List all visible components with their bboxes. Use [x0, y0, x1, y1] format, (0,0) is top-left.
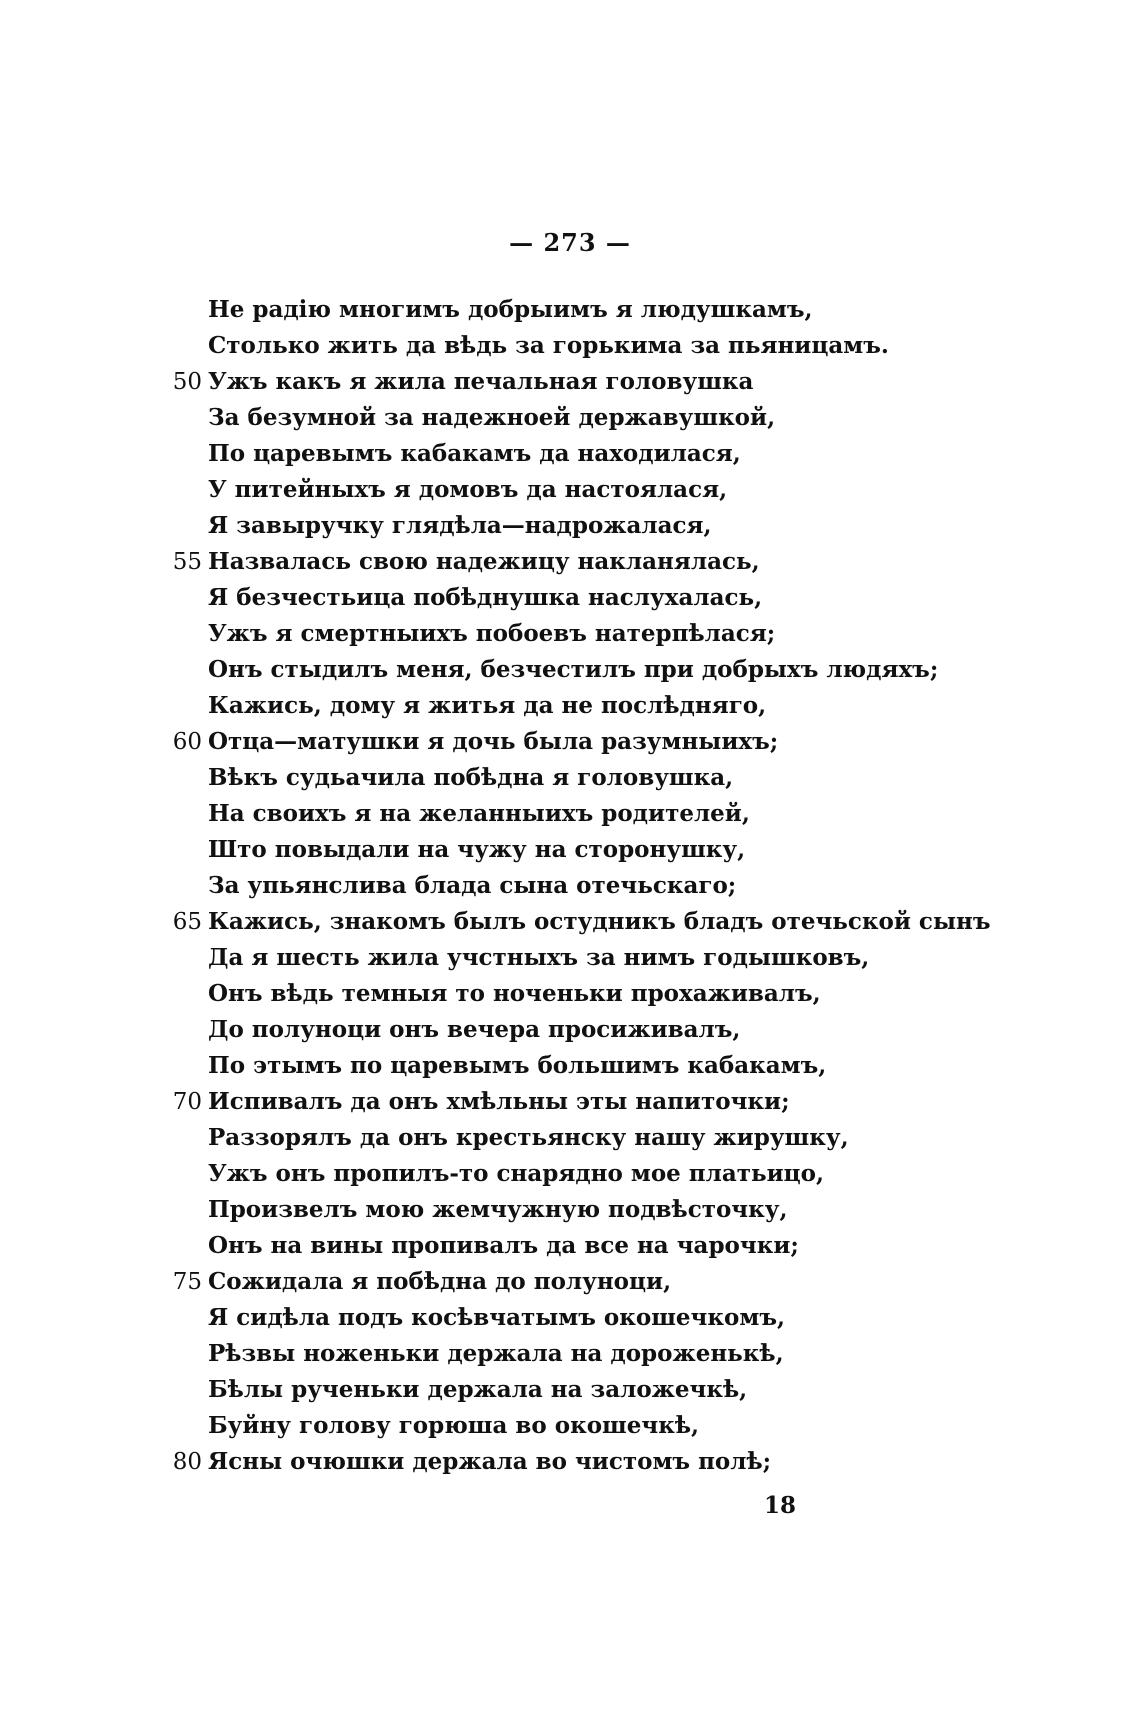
poem-line — [0, 1372, 1140, 1408]
poem-line — [0, 688, 1140, 724]
line-text: Кажись, знакомъ былъ остудникъ бладъ отечьской сынъ — [208, 908, 991, 935]
poem-line — [0, 868, 1140, 904]
line-text: Я завыручку глядѣла—надрожалася, — [208, 512, 712, 539]
poem-line — [0, 400, 1140, 436]
poem-line — [0, 760, 1140, 796]
line-text: Произвелъ мою жемчужную подвѣсточку, — [208, 1196, 788, 1223]
poem-line — [0, 1120, 1140, 1156]
poem-line — [0, 616, 1140, 652]
line-text: Ужъ я смертныихъ побоевъ натерпѣлася; — [208, 620, 776, 647]
line-text: По царевымъ кабакамъ да находилася, — [208, 440, 741, 467]
poem-line — [0, 1444, 1140, 1480]
line-text: Назвалась свою надежицу накланялась, — [208, 548, 760, 575]
line-text: За безумной за надежноей державушкой, — [208, 404, 776, 431]
poem-line — [0, 904, 1140, 940]
line-text: По этымъ по царевымъ большимъ кабакамъ, — [208, 1052, 827, 1079]
line-text: Сожидала я побѣдна до полуноци, — [208, 1268, 672, 1295]
line-text: Ужъ какъ я жила печальная головушка — [208, 368, 754, 395]
poem-line — [0, 1192, 1140, 1228]
poem-line — [0, 724, 1140, 760]
poem-line — [0, 1084, 1140, 1120]
poem-line — [0, 472, 1140, 508]
line-text: Вѣкъ судьачила побѣдна я головушка, — [208, 764, 734, 791]
page-number: — 273 — — [509, 228, 631, 257]
poem-line — [0, 1336, 1140, 1372]
line-number: 50 — [172, 369, 202, 395]
poem-text — [0, 292, 1140, 1480]
poem-line — [0, 364, 1140, 400]
poem-line — [0, 1228, 1140, 1264]
poem-line — [0, 1156, 1140, 1192]
line-number: 55 — [172, 549, 202, 575]
line-text: Што повыдали на чужу на сторонушку, — [208, 836, 746, 863]
line-text: Раззорялъ да онъ крестьянску нашу жирушку, — [208, 1124, 849, 1151]
line-text: Онъ на вины пропивалъ да все на чарочки; — [208, 1232, 799, 1259]
line-text: У питейныхъ я домовъ да настоялася, — [208, 476, 728, 503]
line-text: Не радію многимъ добрыимъ я людушкамъ, — [208, 296, 813, 323]
line-number: 65 — [172, 909, 202, 935]
poem-line — [0, 976, 1140, 1012]
line-text: Да я шесть жила учстныхъ за нимъ годышковъ, — [208, 944, 870, 971]
line-text: Кажись, дому я житья да не послѣдняго, — [208, 692, 767, 719]
poem-line — [0, 832, 1140, 868]
poem-line — [0, 940, 1140, 976]
poem-line — [0, 544, 1140, 580]
line-text: Столько жить да вѣдь за горькима за пьяницамъ. — [208, 332, 889, 359]
poem-line — [0, 436, 1140, 472]
line-text: Отца—матушки я дочь была разумныихъ; — [208, 728, 779, 755]
line-text: Ясны очюшки держала во чистомъ полѣ; — [208, 1448, 772, 1475]
line-text: Бѣлы рученьки держала на заложечкѣ, — [208, 1376, 748, 1403]
line-text: Ужъ онъ пропилъ-то снарядно мое платьицо, — [208, 1160, 825, 1187]
poem-line — [0, 1408, 1140, 1444]
poem-line — [0, 508, 1140, 544]
line-number: 80 — [172, 1449, 202, 1475]
poem-line — [0, 1048, 1140, 1084]
poem-line — [0, 652, 1140, 688]
line-number: 75 — [172, 1269, 202, 1295]
poem-line — [0, 1300, 1140, 1336]
poem-line — [0, 1012, 1140, 1048]
line-text: Испивалъ да онъ хмѣльны эты напиточки; — [208, 1088, 790, 1115]
line-text: Рѣзвы ноженьки держала на дороженькѣ, — [208, 1340, 784, 1367]
line-text: Я сидѣла подъ косѣвчатымъ окошечкомъ, — [208, 1304, 785, 1331]
poem-line — [0, 580, 1140, 616]
poem-line — [0, 796, 1140, 832]
poem-line — [0, 328, 1140, 364]
line-number: 70 — [172, 1089, 202, 1115]
line-text: На своихъ я на желанныихъ родителей, — [208, 800, 750, 827]
line-text: Я безчестьица побѣднушка наслухалась, — [208, 584, 763, 611]
line-text: Онъ вѣдь темныя то ноченьки прохаживалъ, — [208, 980, 821, 1007]
line-text: Буйну голову горюша во окошечкѣ, — [208, 1412, 700, 1439]
poem-line — [0, 1264, 1140, 1300]
line-text: Онъ стыдилъ меня, безчестилъ при добрыхъ людяхъ; — [208, 656, 939, 683]
line-text: За упьянслива блада сына отечьскаго; — [208, 872, 737, 899]
poem-line — [0, 292, 1140, 328]
signature-mark: 18 — [764, 1492, 797, 1519]
line-number: 60 — [172, 729, 202, 755]
line-text: До полуноци онъ вечера просиживалъ, — [208, 1016, 741, 1043]
